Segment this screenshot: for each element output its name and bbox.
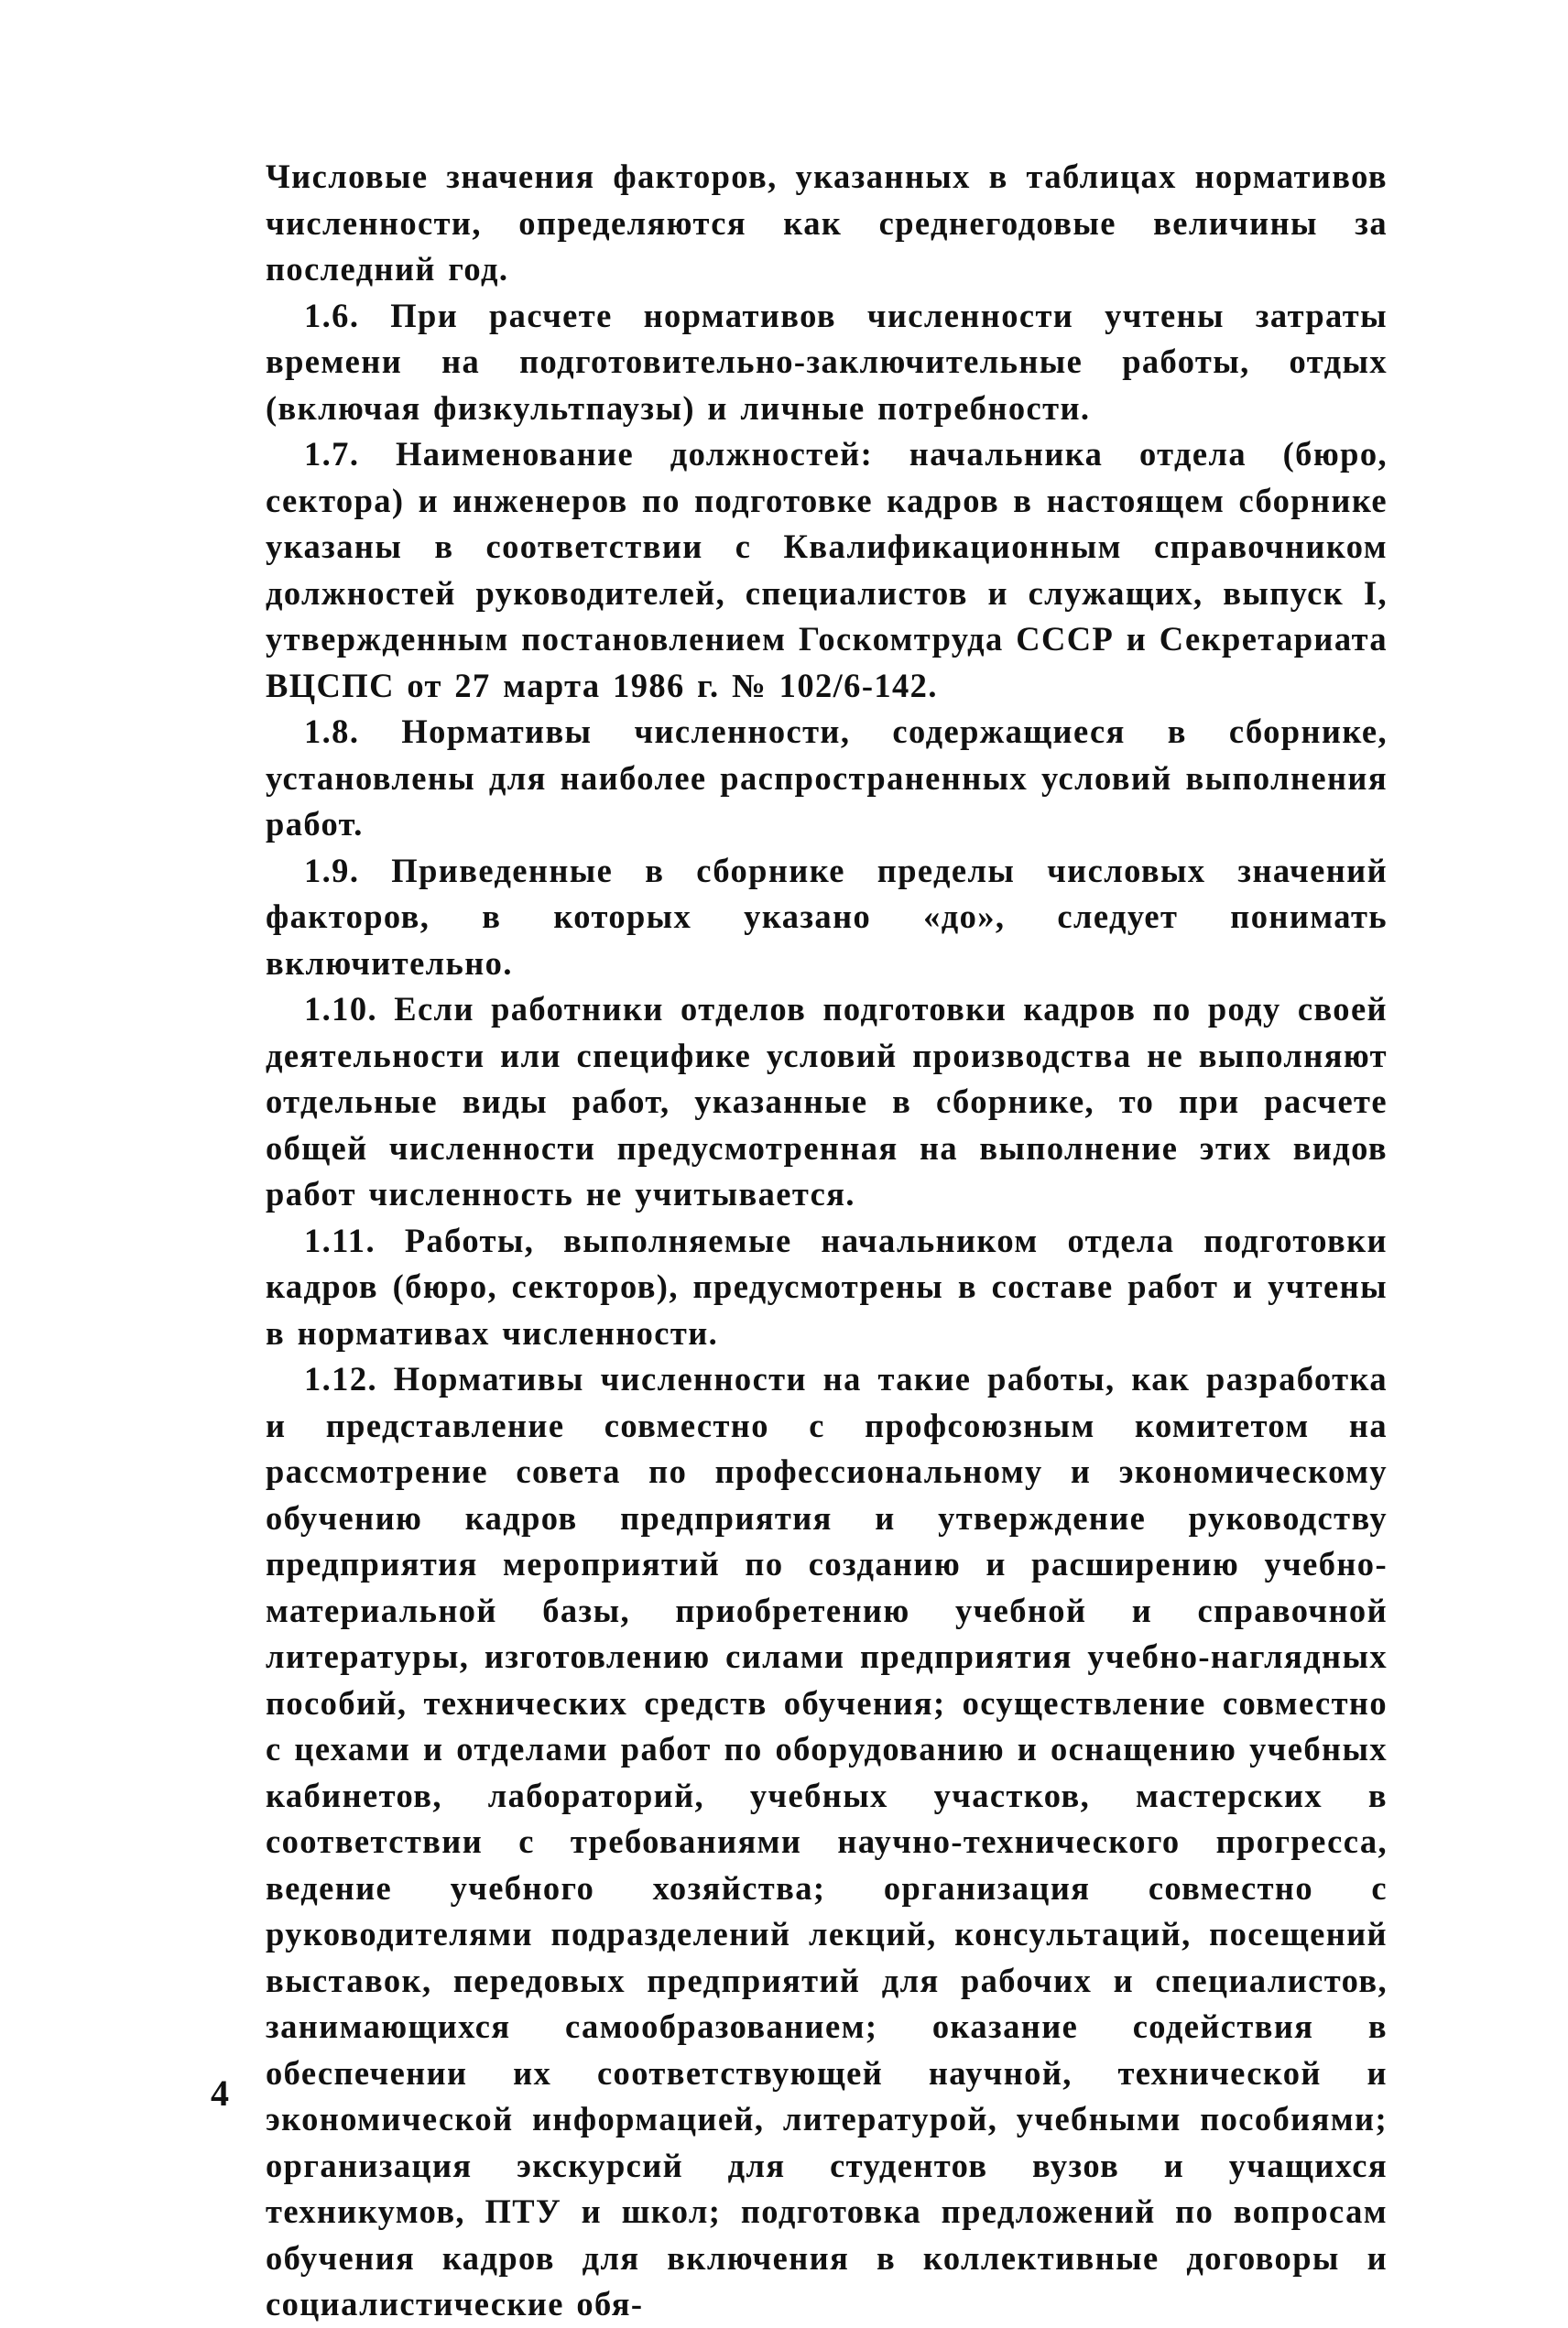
paragraph-1-9: 1.9. Приведенные в сборнике пределы числовых значений факторов, в которых указано «до», следует понимать включительно. xyxy=(266,851,1388,982)
paragraph-1-8: 1.8. Нормативы численности, содержащиеся в сборнике, установлены для наиболее распространенных условий выполнения работ. xyxy=(266,713,1388,843)
paragraph-1-7: 1.7. Наименование должностей: начальника отдела (бюро, сектора) и инженеров по подготовке кадров в настоящем сборнике указаны в соответствии с Квалификационным справочником должностей руководителей, специалистов и служащих, выпуск I, утвержденным постановлением Госкомтруда СССР и Секретариата ВЦСПС от 27 марта 1986 г. № 102/6-142. xyxy=(266,435,1388,704)
page-number: 4 xyxy=(211,2072,229,2114)
paragraph-factor-values: Числовые значения факторов, указанных в таблицах нормативов численности, определяются как среднегодовые величины за последний год. xyxy=(266,158,1388,288)
paragraph-1-12: 1.12. Нормативы численности на такие работы, как разработка и представление совместно с профсоюзным комитетом на рассмотрение совета по профессиональному и экономическому обучению кадров предприятия и утверждение руководству предприятия мероприятий по созданию и расширению учебно-материальной базы, приобретению учебной и справочной литературы, изготовлению силами предприятия учебно-наглядных пособий, технических средств обучения; осуществление совместно с цехами и отделами работ по оборудованию и оснащению учебных кабинетов, лабораторий, учебных участков, мастерских в соответствии с требованиями научно-технического прогресса, ведение учебного хозяйства; организация совместно с руководителями подразделений лекций, консультаций, посещений выставок, передовых предприятий для рабочих и специалистов, занимающихся самообразованием; оказание содействия в обеспечении их соответствующей научной, технической и экономической информацией, литературой, учебными пособиями; организация экскурсий для студентов вузов и учащихся техникумов, ПТУ и школ; подготовка предложений по вопросам обучения кадров для включения в коллективные договоры и социалистические обя- xyxy=(266,1360,1388,2323)
paragraph-1-11: 1.11. Работы, выполняемые начальником отдела подготовки кадров (бюро, секторов), предусмотрены в составе работ и учтены в нормативах численности. xyxy=(266,1221,1388,1352)
document-page-body xyxy=(266,154,1388,2328)
paragraph-1-6: 1.6. При расчете нормативов численности учтены затраты времени на подготовительно-заключительные работы, отдых (включая физкультпаузы) и личные потребности. xyxy=(266,296,1388,427)
paragraph-1-10: 1.10. Если работники отделов подготовки кадров по роду своей деятельности или специфике условий производства не выполняют отдельные виды работ, указанные в сборнике, то при расчете общей численности предусмотренная на выполнение этих видов работ численность не учитывается. xyxy=(266,990,1388,1213)
